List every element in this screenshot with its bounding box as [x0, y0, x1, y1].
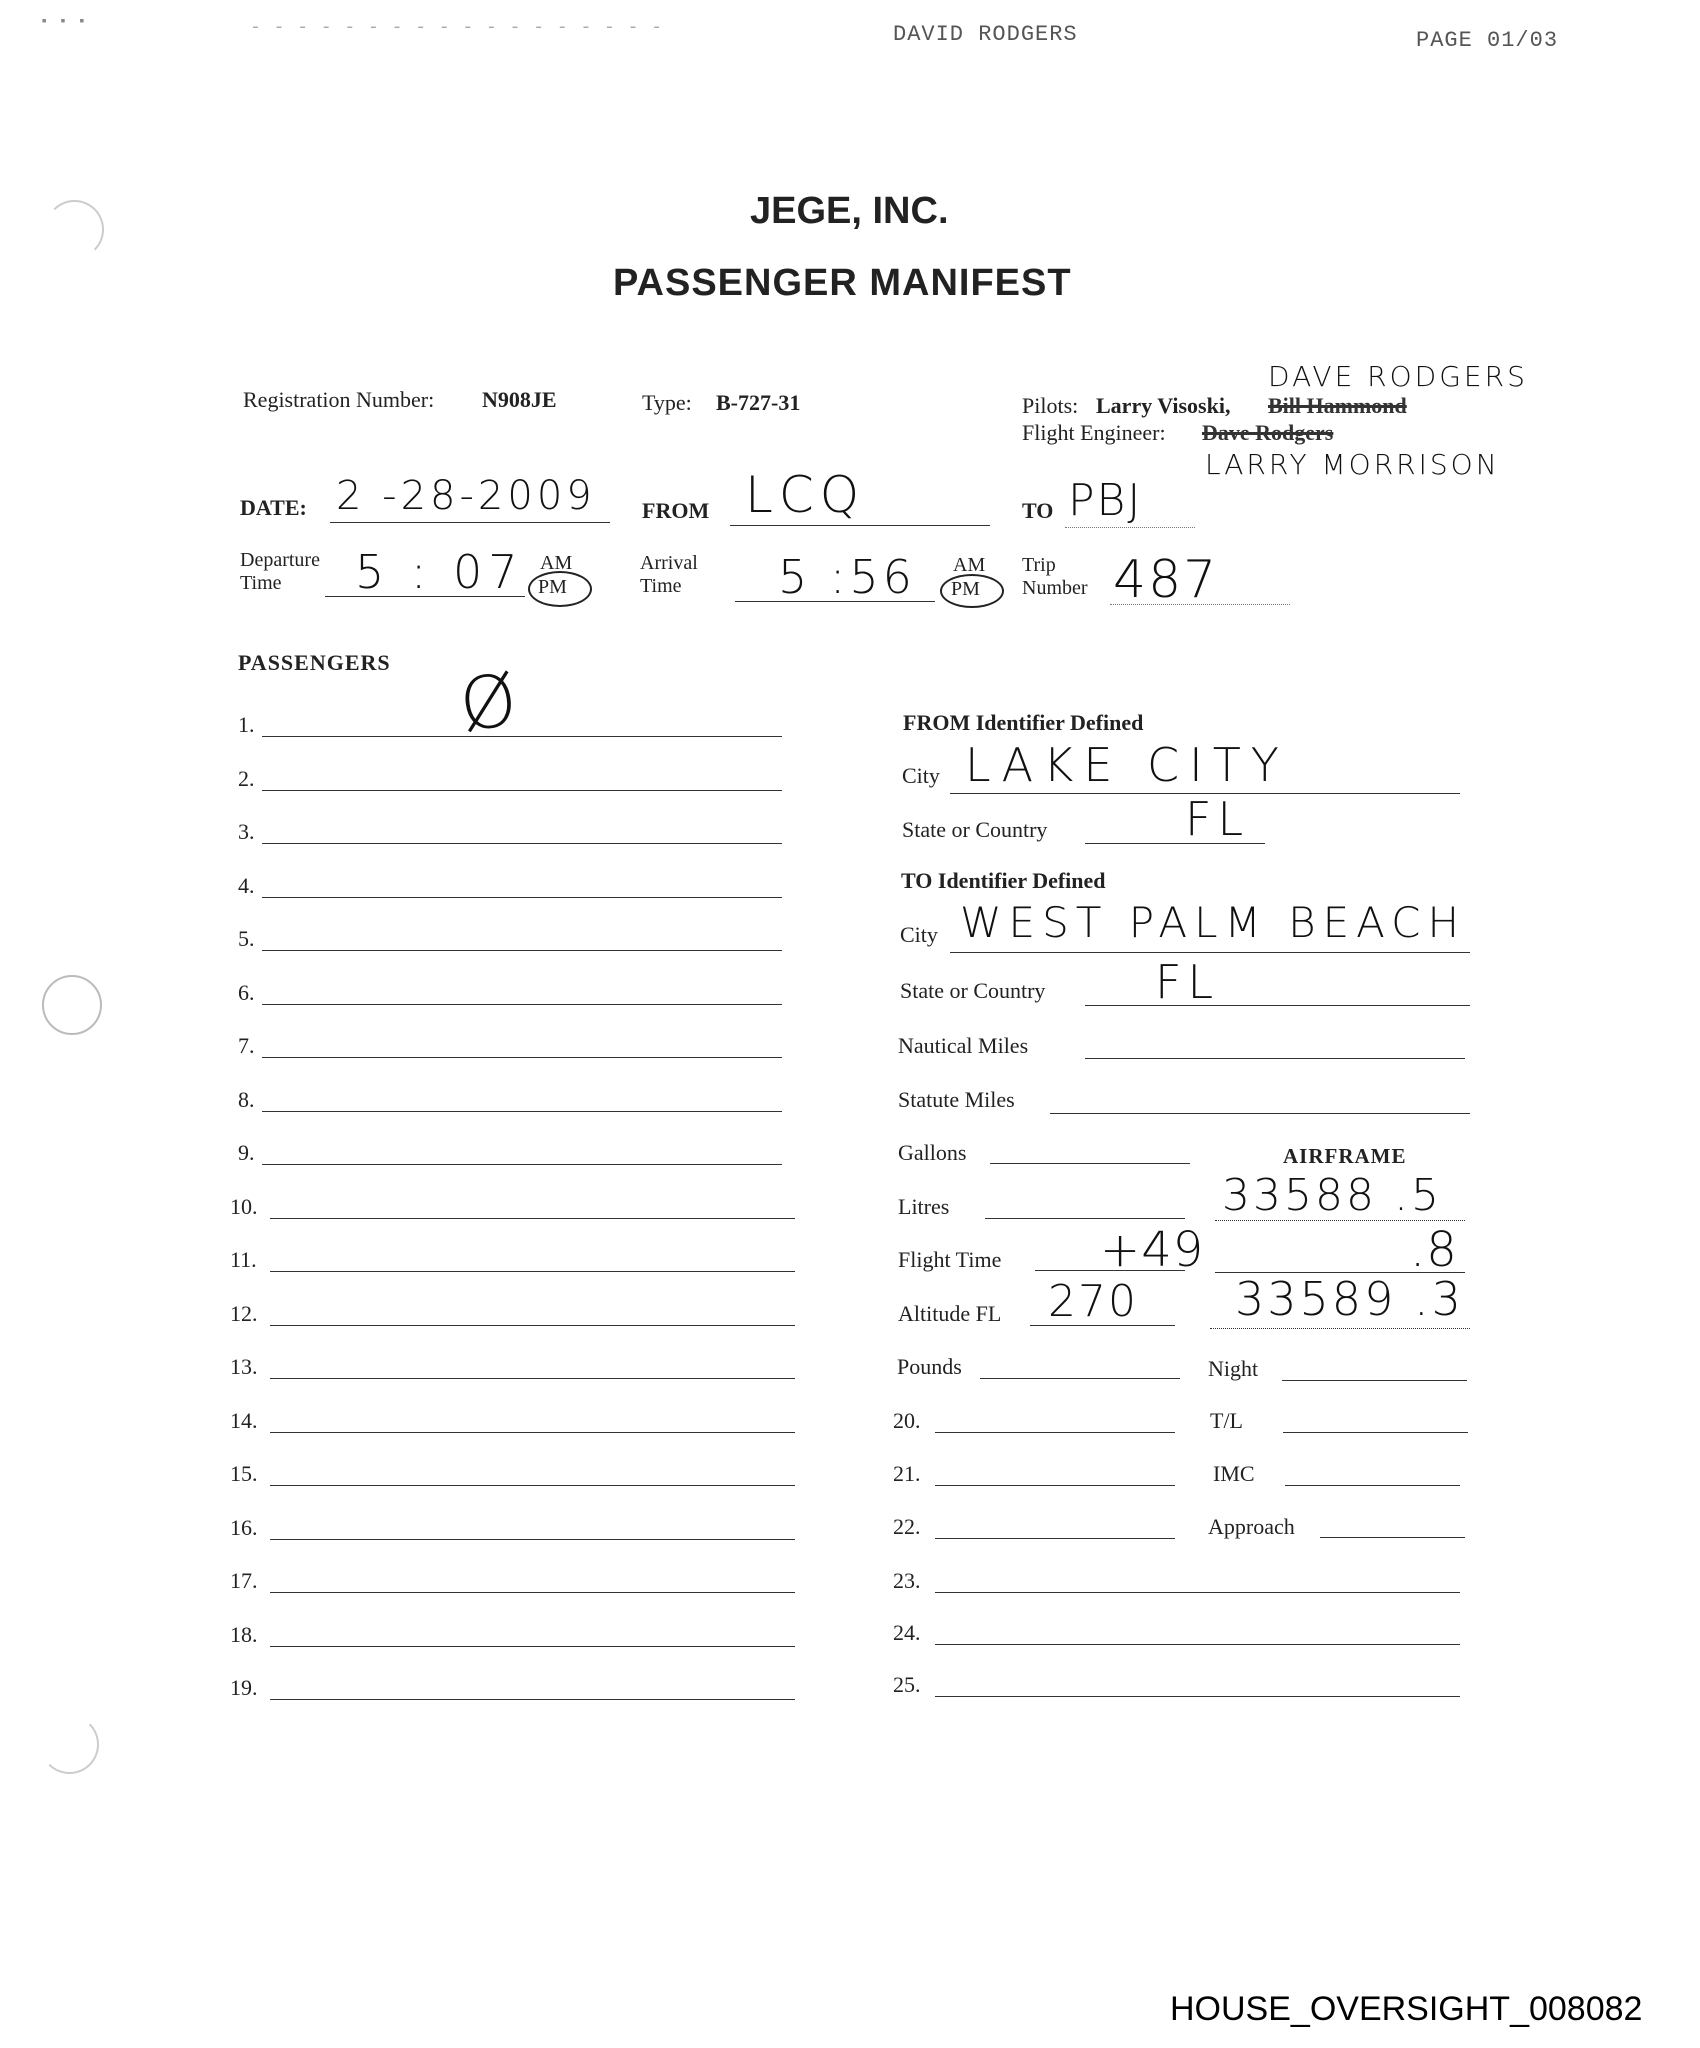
passenger-1-value: Ø [454, 656, 529, 748]
approach-line [1320, 1537, 1465, 1538]
to-city-label: City [900, 922, 938, 947]
bates-number: HOUSE_OVERSIGHT_008082 [1170, 1990, 1643, 2028]
night-line [1282, 1380, 1467, 1381]
statute-miles-label: Statute Miles [898, 1087, 1015, 1112]
arrival-label-time: Time [640, 575, 682, 597]
passenger-number: 7. [238, 1033, 255, 1058]
trip-number-label: Number [1022, 577, 1088, 599]
passenger-line [262, 1004, 782, 1005]
registration-label: Registration Number: [243, 387, 435, 412]
handwritten-pilot-name: DAVE RODGERS [1268, 360, 1528, 393]
binder-hole-top [45, 200, 104, 259]
passenger-number: 14. [230, 1407, 258, 1433]
passenger-line [270, 1539, 795, 1540]
passenger-number: 19. [230, 1675, 258, 1700]
pounds-line [980, 1378, 1180, 1379]
right-list-number: 22. [893, 1514, 921, 1539]
arrival-am: AM [953, 554, 986, 576]
right-list-line [935, 1696, 1460, 1697]
passenger-number: 3. [238, 819, 255, 844]
registration-value: N908JE [482, 387, 557, 412]
pounds-label: Pounds [897, 1354, 962, 1379]
airframe-heading: AIRFRAME [1283, 1144, 1407, 1168]
arrival-pm-circle [940, 574, 1004, 608]
pilots-label: Pilots: [1022, 393, 1079, 418]
from-identifier-heading: FROM Identifier Defined [903, 710, 1144, 735]
flight-time-value: +49 [1100, 1222, 1205, 1278]
passenger-line [270, 1378, 795, 1379]
litres-airframe-value: 33588 .5 [1222, 1170, 1442, 1221]
passenger-line [270, 1646, 795, 1647]
type-value: B-727-31 [716, 390, 801, 415]
nautical-miles-line [1085, 1058, 1465, 1059]
to-label: TO [1022, 498, 1054, 523]
passenger-line [270, 1218, 795, 1219]
passenger-line [262, 1164, 782, 1165]
altitude-line [1030, 1325, 1175, 1326]
to-city-value: WEST PALM BEACH [960, 898, 1467, 947]
altitude-airframe-line [1210, 1328, 1470, 1329]
altitude-label: Altitude FL [898, 1301, 1002, 1326]
flight-time-label: Flight Time [898, 1247, 1002, 1272]
departure-label: Departure [240, 549, 320, 571]
flight-engineer-label: Flight Engineer: [1022, 420, 1166, 445]
from-state-label: State or Country [902, 817, 1048, 842]
departure-line [325, 596, 525, 597]
passenger-number: 16. [230, 1514, 258, 1540]
from-line [730, 525, 990, 526]
passenger-number: 11. [230, 1247, 257, 1272]
passenger-number: 4. [238, 872, 255, 898]
passengers-heading: PASSENGERS [238, 650, 391, 675]
passenger-number: 1. [238, 712, 255, 737]
passenger-line [262, 843, 782, 844]
departure-am: AM [540, 552, 573, 574]
passenger-line [270, 1592, 795, 1593]
right-list-line [935, 1538, 1175, 1539]
binder-hole-bottom [40, 1715, 99, 1774]
gallons-line [990, 1163, 1190, 1164]
passenger-line [270, 1699, 795, 1700]
binder-hole-middle [42, 975, 102, 1035]
flight-time-airframe-value: .8 [1410, 1222, 1458, 1278]
fax-header-page: PAGE 01/03 [1416, 28, 1559, 53]
to-line [1065, 527, 1195, 528]
from-label: FROM [642, 498, 710, 523]
passenger-line [270, 1271, 795, 1272]
from-state-value: FL [1185, 792, 1250, 846]
litres-label: Litres [898, 1194, 950, 1219]
right-list-number: 21. [893, 1461, 921, 1486]
from-city-label: City [902, 763, 940, 788]
pilot-2-struck: Bill Hammond [1268, 393, 1407, 418]
passenger-number: 18. [230, 1621, 258, 1647]
departure-time-value: 5 : 07 [355, 545, 524, 599]
right-list-number: 24. [893, 1620, 921, 1645]
statute-miles-line [1050, 1113, 1470, 1114]
date-label: DATE: [240, 495, 307, 520]
approach-label: Approach [1208, 1514, 1295, 1539]
to-identifier-heading: TO Identifier Defined [901, 868, 1106, 893]
trip-label: Trip [1022, 554, 1056, 576]
pilot-1: Larry Visoski, [1096, 393, 1231, 418]
flight-time-line [1035, 1270, 1185, 1271]
company-name: JEGE, INC. [750, 190, 949, 232]
right-list-line [935, 1432, 1175, 1433]
passenger-number: 15. [230, 1461, 258, 1486]
right-list-line [935, 1485, 1175, 1486]
fax-header-name: DAVID RODGERS [893, 22, 1078, 47]
passenger-number: 17. [230, 1568, 258, 1593]
altitude-airframe-value: 33589 .3 [1235, 1272, 1464, 1326]
trip-line [1110, 604, 1290, 605]
date-value: 2 -28-2009 [336, 473, 596, 519]
right-list-number: 23. [893, 1568, 921, 1593]
to-state-line [1085, 1005, 1470, 1006]
to-state-label: State or Country [900, 978, 1046, 1003]
form-title: PASSENGER MANIFEST [613, 262, 1072, 304]
passenger-number: 5. [238, 926, 255, 951]
right-list-number: 25. [893, 1672, 921, 1697]
passenger-number: 10. [230, 1193, 258, 1219]
passenger-line [270, 1432, 795, 1433]
from-value: LCQ [745, 466, 866, 524]
right-list-number: 20. [893, 1408, 921, 1433]
litres-line [985, 1218, 1185, 1219]
litres-airframe-line [1215, 1220, 1465, 1221]
flight-engineer-struck: Dave Rodgers [1202, 420, 1334, 445]
passenger-line [262, 1111, 782, 1112]
gallons-label: Gallons [898, 1140, 967, 1165]
altitude-value: 270 [1048, 1276, 1138, 1327]
from-city-value: LAKE CITY [965, 738, 1289, 792]
passenger-number: 2. [238, 765, 255, 791]
imc-label: IMC [1213, 1461, 1255, 1486]
passenger-number: 13. [230, 1354, 258, 1379]
passenger-number: 9. [238, 1140, 255, 1165]
passenger-number: 12. [230, 1300, 258, 1326]
fax-noise-marks: ▪ ▪ ▪ [40, 14, 88, 30]
handwritten-engineer-name: LARRY MORRISON [1205, 448, 1500, 481]
departure-label-time: Time [240, 572, 282, 594]
passenger-line [262, 897, 782, 898]
passenger-line [270, 1325, 795, 1326]
to-value: PBJ [1068, 475, 1143, 526]
passenger-line [262, 1057, 782, 1058]
passenger-line [262, 950, 782, 951]
passenger-number: 6. [238, 979, 255, 1005]
fax-header-left: - - - - - - - - - - - - - - - - - - [250, 18, 664, 38]
nautical-miles-label: Nautical Miles [898, 1033, 1029, 1058]
passenger-number: 8. [238, 1086, 255, 1112]
tl-label: T/L [1210, 1408, 1243, 1433]
imc-line [1285, 1485, 1460, 1486]
right-list-line [935, 1644, 1460, 1645]
departure-pm-circle [528, 571, 592, 607]
arrival-time-value: 5 :56 [778, 550, 916, 604]
type-label: Type: [642, 390, 692, 415]
passenger-line [262, 790, 782, 791]
departure-pm: PM [538, 576, 567, 598]
arrival-line [735, 601, 935, 602]
tl-line [1283, 1432, 1468, 1433]
to-city-line [950, 952, 1470, 953]
right-list-line [935, 1592, 1460, 1593]
night-label: Night [1208, 1356, 1259, 1381]
arrival-label: Arrival [640, 552, 698, 574]
arrival-pm: PM [951, 578, 980, 600]
trip-number-value: 487 [1113, 550, 1219, 610]
to-state-value: FL [1155, 955, 1220, 1009]
from-state-line [1085, 843, 1265, 844]
date-line [330, 522, 610, 523]
passenger-line [270, 1485, 795, 1486]
